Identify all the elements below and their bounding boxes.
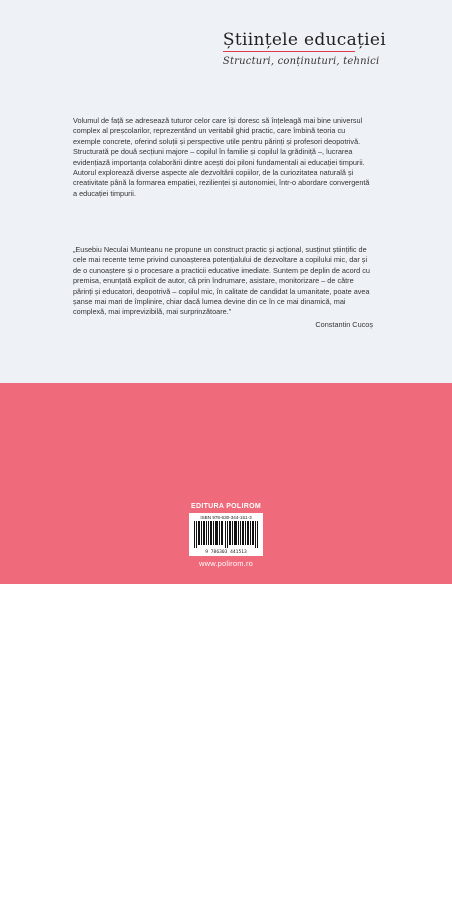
quote-text: „Eusebiu Neculai Munteanu ne propune un construct practic și acțional, susținut științific de cele mai recente teme privind cunoașterea potențialului de dezvoltare a copilului mic, dar și de o cunoaștere și o procesare a practicii educative imediate. Suntem pe deplin de acord cu premisa, enunțată explicit de autor, că prin îndrumare, asistare, monitorizare – de către părinți și educatori, deopotrivă – copilul mic, în calitate de candidat la umanitate, poate avea șanse mai mari de împlinire, chiar dacă lumea devine din ce în ce mai dinamică, mai complexă, mai imprevizibilă, mai surprinzătoare.” (73, 245, 370, 317)
publisher-name: EDITURA POLIROM (191, 503, 261, 510)
book-subtitle: Structuri, conținuturi, tehnici (222, 56, 380, 67)
barcode-number: 9 786303 441513 (205, 550, 247, 555)
barcode-bars-icon (194, 521, 258, 548)
upper-panel (0, 0, 452, 383)
book-title: Științele educației (222, 30, 386, 50)
book-description: Volumul de față se adresează tuturor celor care își doresc să înțeleagă mai bine universul complex al preșcolarilor, reprezentând un veritabil ghid practic, care îmbină teoria cu exemple concrete, oferind soluții și perspective utile pentru părinți și profesori deopotrivă. Structurată pe două secțiuni majore – copilul în familie și copilul la grădiniță –, lucrarea evidențiază importanța colaborării dintre acești doi piloni fundamentali ai educației timpurii. Autorul explorează diverse aspecte ale dezvoltării copiilor, de la curiozitatea naturală și creativitate până la formarea empatiei, rezilienței și autonomiei, într-o abordare convergentă a educației timpurii. (73, 116, 370, 198)
barcode (189, 513, 263, 556)
isbn-label: ISBN 978-630-344-151-3 (200, 515, 252, 520)
title-underline (223, 51, 355, 52)
quote-author: Constantin Cucoș (315, 319, 373, 329)
publisher-block (171, 503, 281, 568)
cover-illustration-credit: Ilustrație copertă: © dm-edulas/Depositphotos.com (443, 790, 449, 903)
title-block (223, 30, 386, 67)
review-quote (73, 245, 373, 330)
publisher-website[interactable]: www.polirom.ro (198, 559, 254, 568)
